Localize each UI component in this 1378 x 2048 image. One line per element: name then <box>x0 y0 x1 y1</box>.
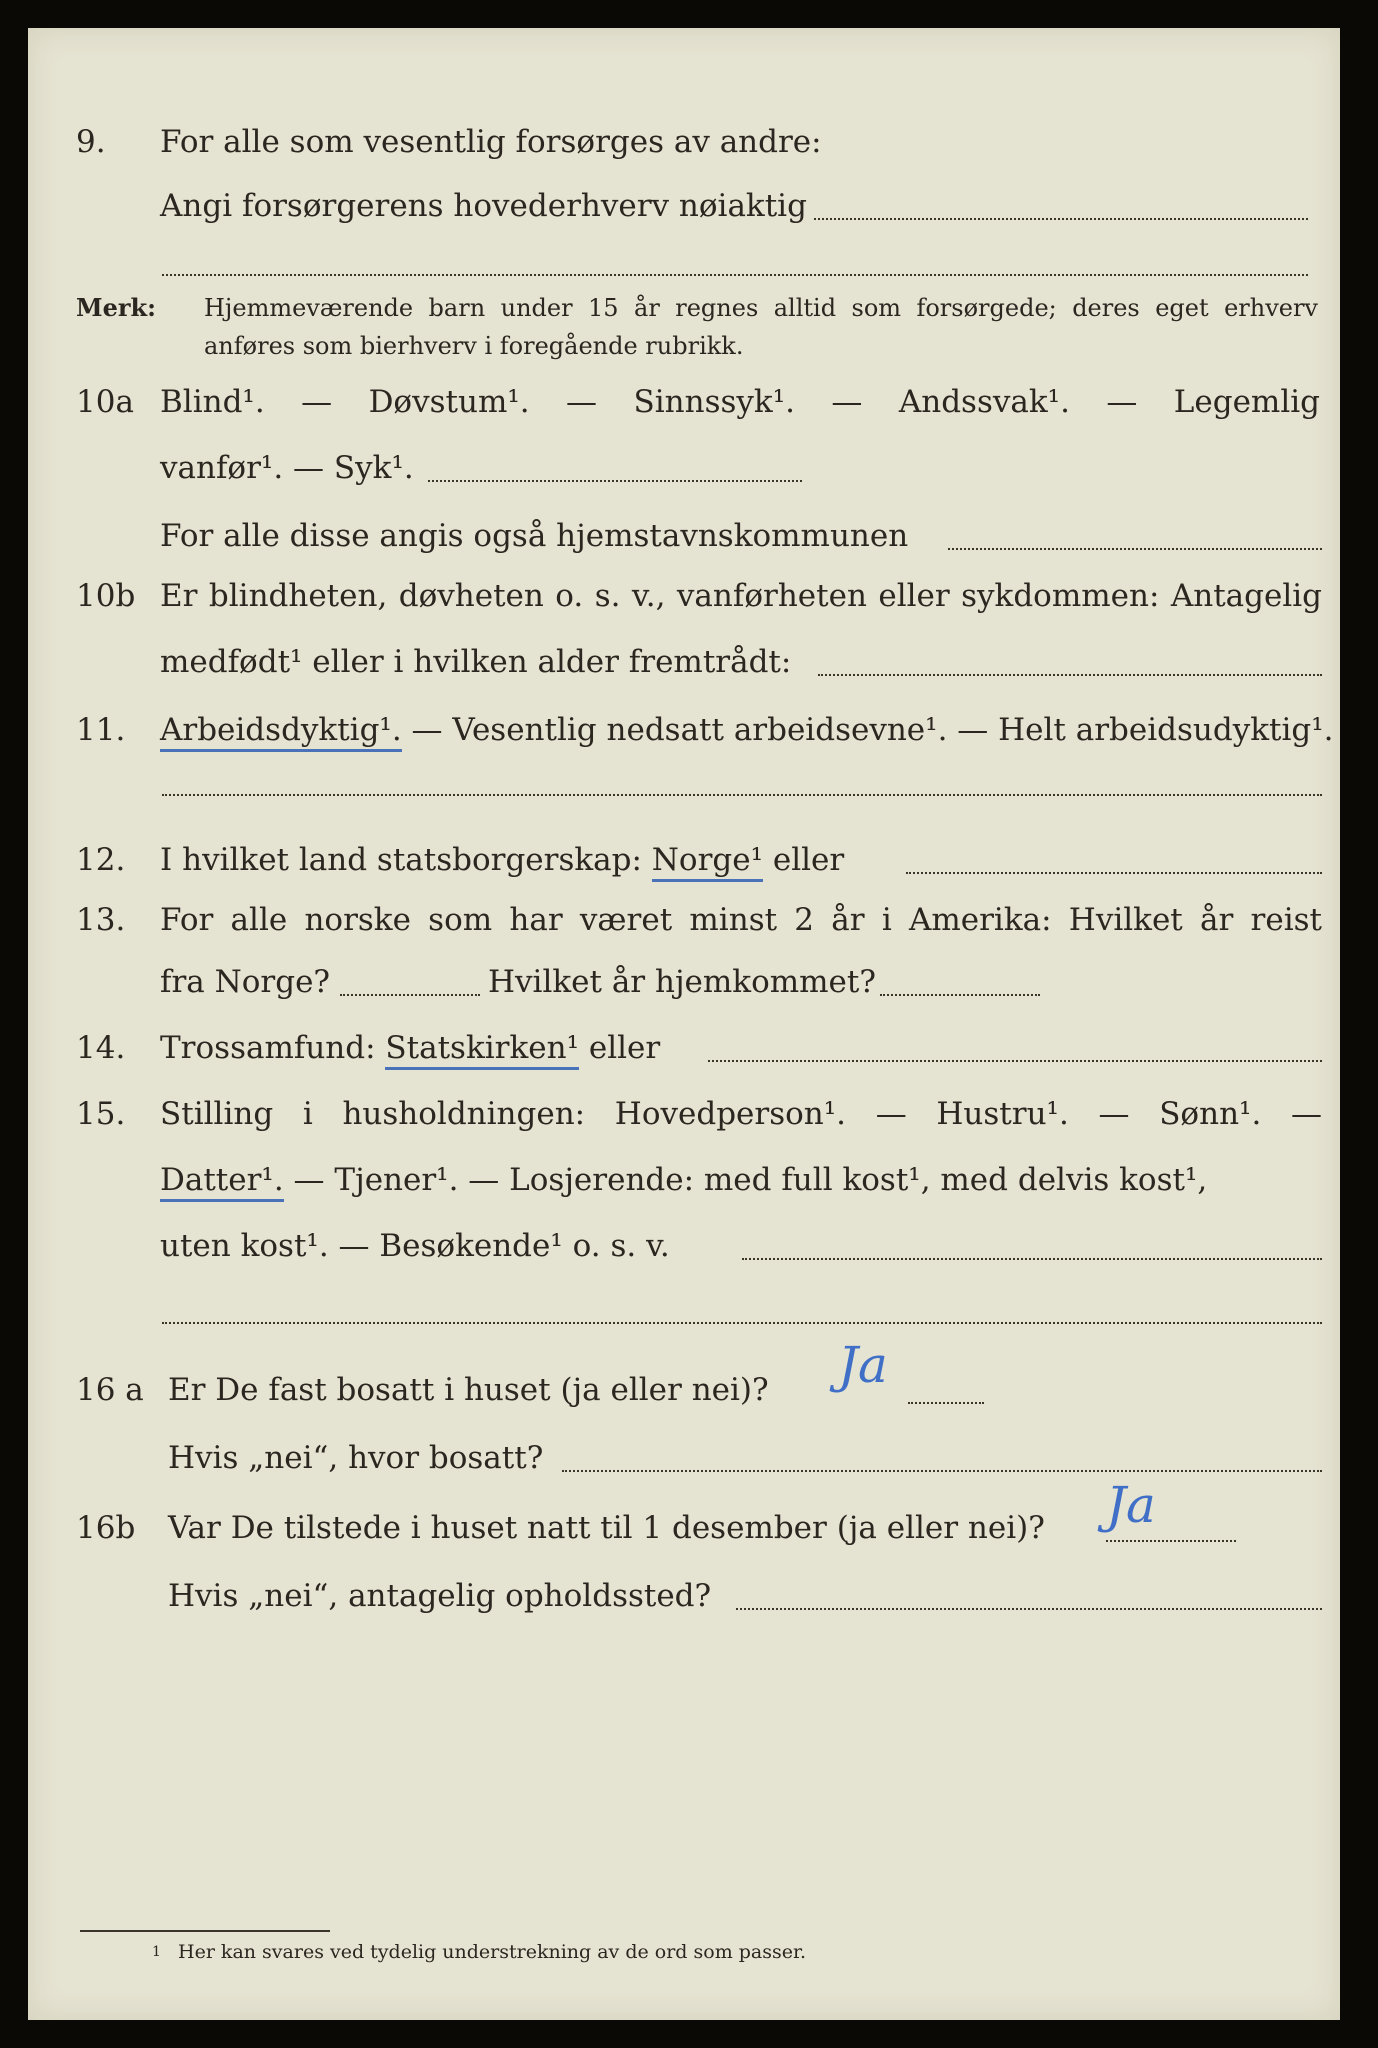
q10b-text: Er blindheten, døvheten o. s. v., vanførheten eller sykdommen: Antagelig <box>160 578 1322 614</box>
q10a-text2: vanfør¹. — Syk¹. <box>160 450 414 486</box>
footnote-mark: 1 <box>152 1944 161 1960</box>
q14-option-statskirken[interactable]: Statskirken¹ <box>385 1030 579 1070</box>
q16b-answer-line2[interactable] <box>736 1608 1322 1610</box>
q12-pre: I hvilket land statsborgerskap: <box>160 842 652 878</box>
q14-number: 14. <box>76 1030 126 1066</box>
merk-line2 <box>28 328 1340 372</box>
q9-text: For alle som vesentlig forsørges av andre: <box>160 124 822 160</box>
q10b-number: 10b <box>76 578 136 614</box>
q13-hjemkommet-answer-line[interactable] <box>880 994 1040 996</box>
census-form-page <box>28 28 1340 2020</box>
q16a-handwritten-answer: Ja <box>838 1336 888 1394</box>
q9-line2 <box>28 184 1340 228</box>
q10a-answer-line[interactable] <box>428 480 802 482</box>
q16a-line2 <box>28 1436 1340 1480</box>
q13-line2 <box>28 960 1340 1004</box>
q15-number: 15. <box>76 1096 126 1132</box>
merk-label: Merk: <box>76 293 156 322</box>
q16b-number: 16b <box>76 1510 136 1546</box>
footnote-text: Her kan svares ved tydelig understrekning av de ord som passer. <box>178 1941 807 1963</box>
footnote-rule <box>80 1930 330 1932</box>
q11-text <box>160 708 1334 752</box>
merk-text2: anføres som bierhverv i foregående rubrikk. <box>204 332 744 360</box>
merk-text: Hjemmeværende barn under 15 år regnes alltid som forsørgede; deres eget erhverv <box>204 294 1318 322</box>
q10a-text: Blind¹. — Døvstum¹. — Sinnssyk¹. — Andssvak¹. — Legemlig <box>160 384 1320 420</box>
q16b-text2: Hvis „nei“, antagelig opholdssted? <box>168 1578 712 1614</box>
q11-answer-line[interactable] <box>162 794 1322 796</box>
q12-option-norge[interactable]: Norge¹ <box>652 842 763 882</box>
q14-answer-line[interactable] <box>708 1060 1322 1062</box>
q15-answer-line[interactable] <box>742 1258 1322 1260</box>
q16a-text: Er De fast bosatt i huset (ja eller nei)? <box>168 1372 769 1408</box>
q13-hjemkommet-label: Hvilket år hjemkommet? <box>488 964 876 1000</box>
q10b-line1 <box>28 574 1340 618</box>
q16a-answer-line[interactable] <box>908 1402 984 1404</box>
q9-text2: Angi forsørgerens hovederhverv nøiaktig <box>160 188 807 224</box>
q9-number: 9. <box>76 124 106 160</box>
q15-option-datter[interactable]: Datter¹. <box>160 1162 284 1202</box>
q14-text <box>160 1026 660 1070</box>
q9-answer-line[interactable] <box>814 218 1308 220</box>
q13-reist-label: fra Norge? <box>160 964 331 1000</box>
q10a-line2 <box>28 446 1340 490</box>
q16b-handwritten-answer: Ja <box>1106 1476 1156 1534</box>
q14-post: eller <box>579 1030 661 1066</box>
q16a-number: 16 a <box>76 1372 144 1408</box>
q10a-line3 <box>28 514 1340 558</box>
q11-option-arbeidsdyktig[interactable]: Arbeidsdyktig¹. <box>160 712 402 752</box>
q15-line1 <box>28 1092 1340 1136</box>
q13-reist-answer-line[interactable] <box>340 994 480 996</box>
q16b-line2 <box>28 1574 1340 1618</box>
q10a-answer-line2[interactable] <box>948 548 1322 550</box>
q15-text: Stilling i husholdningen: Hovedperson¹. — Hustru¹. — Sønn¹. — <box>160 1096 1322 1132</box>
q10b-text2: medfødt¹ eller i hvilken alder fremtrådt: <box>160 644 792 680</box>
q12-post: eller <box>763 842 845 878</box>
footnote <box>28 1938 1340 1982</box>
q16b-text: Var De tilstede i huset natt til 1 desember (ja eller nei)? <box>168 1510 1045 1546</box>
q11-text-rest: — Vesentlig nedsatt arbeidsevne¹. — Helt arbeidsudyktig¹. <box>401 712 1334 748</box>
q9-line1 <box>28 120 1340 164</box>
q16a-text2: Hvis „nei“, hvor bosatt? <box>168 1440 544 1476</box>
q12-answer-line[interactable] <box>906 872 1322 874</box>
q15-line3 <box>28 1224 1340 1268</box>
q12-number: 12. <box>76 842 126 878</box>
q15-text2 <box>160 1158 1207 1202</box>
q12-line <box>28 838 1340 882</box>
q16a-line1 <box>28 1368 1340 1412</box>
q11-line1 <box>28 708 1340 752</box>
q15-text3: uten kost¹. — Besøkende¹ o. s. v. <box>160 1228 670 1264</box>
q10b-line2 <box>28 640 1340 684</box>
q15-answer-line2[interactable] <box>162 1322 1322 1324</box>
q10a-number: 10a <box>76 384 134 420</box>
q14-pre: Trossamfund: <box>160 1030 386 1066</box>
q14-line <box>28 1026 1340 1070</box>
q16b-answer-line[interactable] <box>1106 1540 1236 1542</box>
q10b-answer-line[interactable] <box>818 674 1322 676</box>
q16a-answer-line2[interactable] <box>562 1470 1322 1472</box>
q10a-text3: For alle disse angis også hjemstavnskommunen <box>160 518 909 554</box>
q13-text: For alle norske som har været minst 2 år i Amerika: Hvilket år reist <box>160 902 1322 938</box>
q15-text2-rest: — Tjener¹. — Losjerende: med full kost¹, med delvis kost¹, <box>283 1162 1208 1198</box>
q9-answer-line2[interactable] <box>162 274 1308 276</box>
q11-number: 11. <box>76 712 126 748</box>
q12-text <box>160 838 844 882</box>
q10a-line1 <box>28 380 1340 424</box>
q13-number: 13. <box>76 902 126 938</box>
q15-line2 <box>28 1158 1340 1202</box>
q13-line1 <box>28 898 1340 942</box>
